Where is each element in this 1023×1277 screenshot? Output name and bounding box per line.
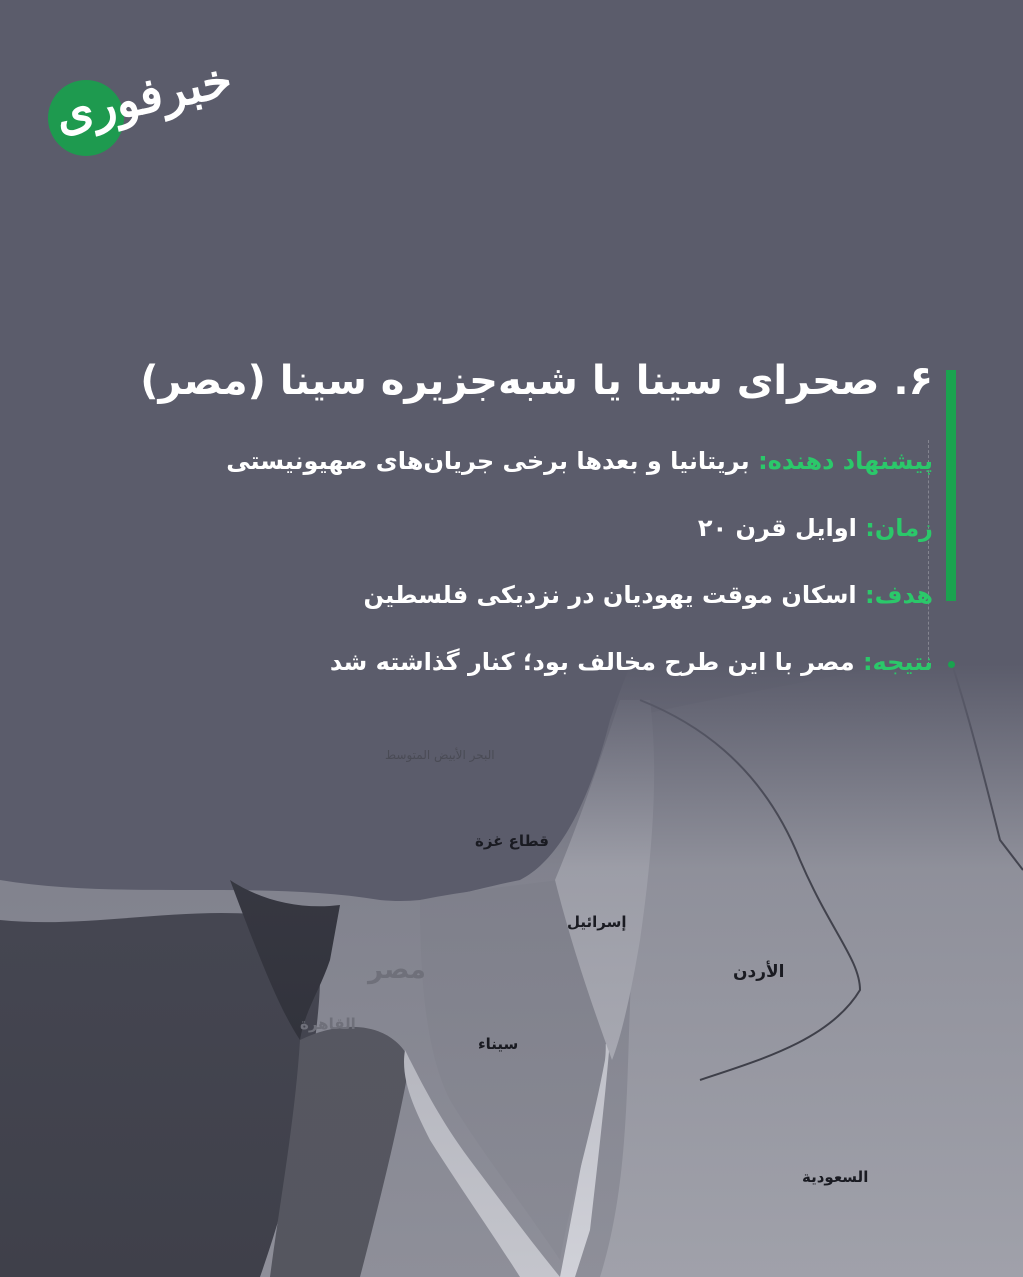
item-value: اوایل قرن ۲۰ — [697, 514, 857, 542]
list-item-goal — [233, 574, 933, 641]
item-key: زمان: — [865, 514, 933, 542]
item-key: هدف: — [865, 581, 933, 609]
map-label-sinai: سيناء — [478, 1035, 519, 1053]
map-label-saudi: السعودية — [802, 1168, 869, 1186]
map-label-gaza: قطاع غزة — [475, 832, 549, 850]
map-label-israel: إسرائيل — [567, 913, 627, 931]
bullet-icon — [948, 460, 955, 467]
accent-bar — [946, 370, 956, 601]
bullet-icon — [948, 527, 955, 534]
bullet-icon — [948, 661, 955, 668]
map-label-jordan: الأردن — [733, 962, 785, 982]
info-list — [226, 440, 933, 708]
item-value: بریتانیا و بعدها برخی جریان‌های صهیونیستی — [226, 447, 750, 475]
bullet-icon — [948, 594, 955, 601]
logo-text: خبرفوری — [50, 51, 238, 144]
item-key: نتیجه: — [862, 648, 933, 676]
map-label-sea: البحر الأبيض المتوسط — [385, 748, 495, 762]
list-item-result — [233, 641, 933, 708]
item-value: اسکان موقت یهودیان در نزدیکی فلسطین — [363, 581, 857, 609]
item-key: پیشنهاد دهنده: — [758, 447, 933, 475]
map-label-egypt: مصر — [368, 955, 426, 985]
item-value: مصر با این طرح مخالف بود؛ کنار گذاشته شد — [329, 648, 855, 676]
list-item-time — [233, 507, 933, 574]
brand-logo — [48, 51, 238, 170]
page-title: ۶. صحرای سینا یا شبه‌جزیره سینا (مصر) — [140, 358, 933, 404]
list-item-proposer — [226, 440, 933, 507]
map-label-cairo: القاهرة — [300, 1015, 356, 1033]
